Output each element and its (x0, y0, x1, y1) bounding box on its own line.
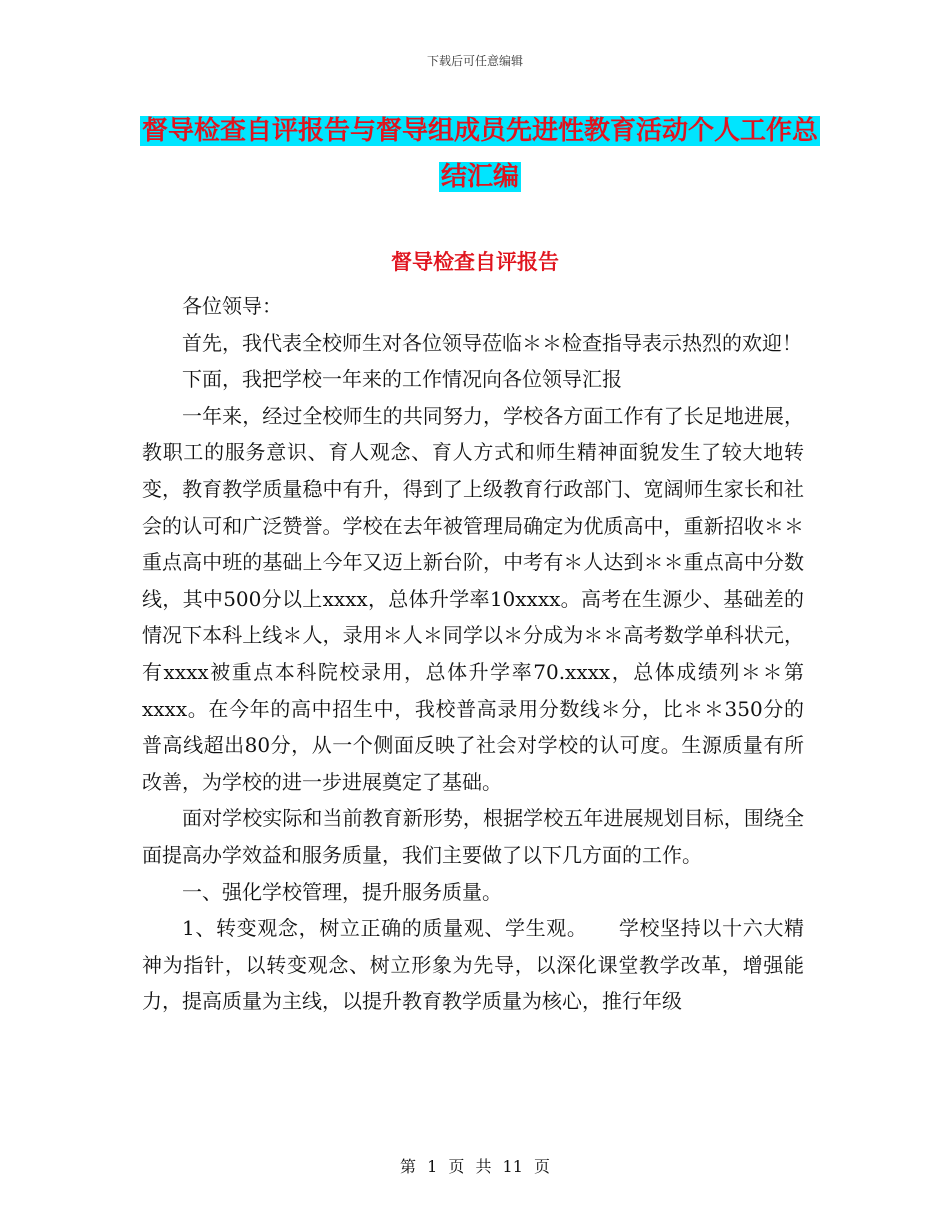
page-header-note: 下载后可任意编辑 (426, 54, 523, 68)
paragraph: 下面，我把学校一年来的工作情况向各位领导汇报 (182, 367, 622, 392)
paragraph: 各位领导： (182, 294, 282, 318)
document-title (140, 108, 820, 200)
paragraph: 首先，我代表全校师生对各位领导莅临＊＊检查指导表示热烈的欢迎！ (182, 330, 802, 355)
document-title-text: 督导检查自评报告与督导组成员先进性教育活动个人工作总结汇编 (142, 116, 819, 192)
paragraph: 面对学校实际和当前教育新形势，根据学校五年进展规划目标，围绕全面提高办学效益和服务质量，我们主要做了以下几方面的工作。 (142, 806, 804, 867)
page-footer: 第 1 页 共 11 页 (400, 1157, 550, 1176)
section-title: 督导检查自评报告 (391, 250, 559, 274)
document-body (142, 288, 804, 1020)
paragraph: 一、强化学校管理，提升服务质量。 (182, 879, 502, 904)
paragraph: 一年来，经过全校师生的共同努力，学校各方面工作有了长足地进展，教职工的服务意识、育人观念、育人方式和师生精神面貌发生了较大地转变，教育教学质量稳中有升，得到了上级教育行政部门、宽阔师生家长和社会的认可和广泛赞誉。学校在去年被管理局确定为优质高中，重新招收＊＊重点高中班的基础上今年又迈上新台阶，中考有＊人达到＊＊重点高中分数线，其中500分以上xxxx，总体升学率10xxxx。高考在生源少、基础差的情况下本科上线＊人，录用＊人＊同学以＊分成为＊＊高考数学单科状元，有xxxx被重点本科院校录用，总体升学率70.xxxx，总体成绩列＊＊第xxxx。在今年的高中招生中，我校普高录用分数线＊分，比＊＊350分的普高线超出80分，从一个侧面反映了社会对学校的认可度。生源质量有所改善，为学校的进一步进展奠定了基础。 (142, 403, 804, 794)
paragraph: 1、转变观念，树立正确的质量观、学生观。 学校坚持以十六大精神为指针，以转变观念、树立形象为先导，以深化课堂教学改革，增强能力，提高质量为主线，以提升教育教学质量为核心，推行年级 (142, 916, 804, 1014)
